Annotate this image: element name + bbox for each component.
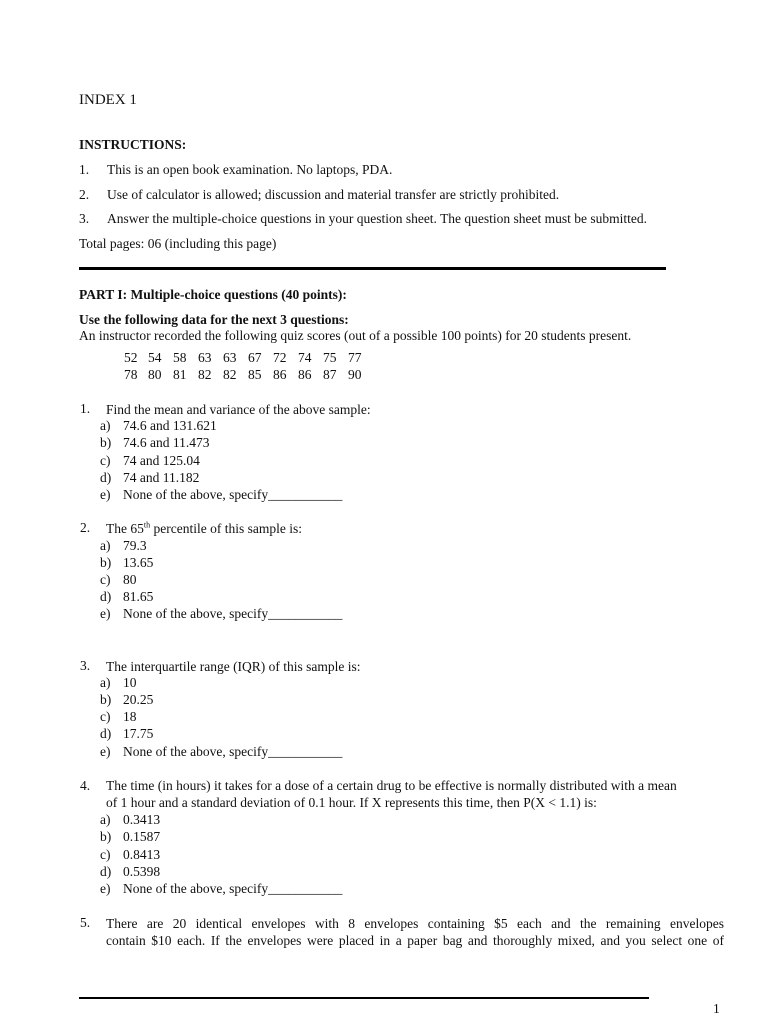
- score-value: 77: [348, 350, 362, 365]
- option-text: 0.1587: [123, 829, 161, 844]
- option-label: e): [100, 744, 111, 759]
- instruction-text: Answer the multiple-choice questions in your question sheet. The question sheet must be submitted.: [107, 211, 648, 226]
- option-label: d): [100, 864, 112, 879]
- data-intro: An instructor recorded the following quiz scores (out of a possible 100 points) for 20 students present.: [79, 328, 632, 343]
- option-text: 20.25: [123, 692, 154, 707]
- answer-option: [100, 555, 153, 571]
- answer-option: [100, 538, 147, 554]
- answer-option: [100, 812, 160, 828]
- footer-rule: [79, 997, 649, 999]
- answer-option: [100, 675, 137, 691]
- score-value: 87: [323, 367, 337, 382]
- option-text: 81.65: [123, 589, 154, 604]
- score-value: 63: [198, 350, 212, 365]
- instruction-number: 2.: [79, 187, 90, 202]
- question-number: 4.: [80, 778, 91, 793]
- question-text-line: There are 20 identical envelopes with 8 envelopes containing $5 each and the remaining envelopes: [106, 916, 724, 931]
- question-text-line: of 1 hour and a standard deviation of 0.1 hour. If X represents this time, then P(X < 1.1) is:: [106, 795, 597, 810]
- option-label: b): [100, 435, 112, 450]
- score-value: 63: [223, 350, 237, 365]
- option-text: None of the above, specify___________: [123, 487, 343, 502]
- option-label: a): [100, 812, 111, 827]
- score-value: 86: [298, 367, 312, 382]
- option-label: c): [100, 709, 111, 724]
- instructions-heading: INSTRUCTIONS:: [79, 137, 187, 152]
- score-value: 72: [273, 350, 287, 365]
- option-text: 74 and 125.04: [123, 453, 200, 468]
- ordinal-suffix: th: [143, 520, 151, 530]
- option-label: d): [100, 470, 112, 485]
- answer-option: [100, 709, 137, 725]
- option-text: 74.6 and 11.473: [123, 435, 210, 450]
- option-text: 0.5398: [123, 864, 161, 879]
- answer-option: [100, 744, 342, 760]
- answer-option: [100, 726, 153, 742]
- answer-option: [100, 470, 199, 486]
- question-text-line: contain $10 each. If the envelopes were placed in a paper bag and thoroughly mixed, and you select one of: [106, 933, 724, 948]
- data-heading: Use the following data for the next 3 questions:: [79, 312, 349, 327]
- option-label: c): [100, 847, 111, 862]
- score-value: 82: [223, 367, 237, 382]
- option-text: 80: [123, 572, 137, 587]
- answer-option: [100, 418, 217, 434]
- option-text: 10: [123, 675, 137, 690]
- divider-rule: [79, 267, 666, 270]
- option-label: e): [100, 881, 111, 896]
- answer-option: [100, 829, 160, 845]
- total-pages: Total pages: 06 (including this page): [79, 236, 277, 251]
- question-text: The interquartile range (IQR) of this sample is:: [106, 659, 361, 674]
- question-text-line: The time (in hours) it takes for a dose of a certain drug to be effective is normally distributed with a mean: [106, 778, 677, 793]
- option-text: 74 and 11.182: [123, 470, 200, 485]
- option-label: b): [100, 829, 112, 844]
- score-value: 54: [148, 350, 162, 365]
- score-value: 78: [124, 367, 138, 382]
- question-number: 2.: [80, 520, 91, 535]
- answer-option: [100, 572, 137, 588]
- answer-option: [100, 589, 153, 605]
- page-number: 1: [713, 1001, 720, 1016]
- answer-option: [100, 487, 342, 503]
- question-number: 1.: [80, 401, 91, 416]
- score-value: 80: [148, 367, 162, 382]
- option-label: b): [100, 555, 112, 570]
- option-text: 13.65: [123, 555, 154, 570]
- score-value: 90: [348, 367, 362, 382]
- option-text: 74.6 and 131.621: [123, 418, 217, 433]
- option-text: None of the above, specify___________: [123, 606, 343, 621]
- answer-option: [100, 435, 210, 451]
- option-text: 0.8413: [123, 847, 161, 862]
- option-label: e): [100, 487, 111, 502]
- answer-option: [100, 864, 160, 880]
- score-value: 75: [323, 350, 337, 365]
- score-value: 58: [173, 350, 187, 365]
- answer-option: [100, 453, 200, 469]
- score-value: 86: [273, 367, 287, 382]
- answer-option: [100, 847, 160, 863]
- option-label: b): [100, 692, 112, 707]
- answer-option: [100, 692, 153, 708]
- score-value: 81: [173, 367, 187, 382]
- option-text: 17.75: [123, 726, 154, 741]
- option-label: d): [100, 589, 112, 604]
- option-text: 79.3: [123, 538, 147, 553]
- instruction-number: 3.: [79, 211, 90, 226]
- question-text: The 65th percentile of this sample is:: [106, 520, 302, 536]
- option-label: a): [100, 418, 111, 433]
- option-text: 0.3413: [123, 812, 161, 827]
- answer-option: [100, 881, 342, 897]
- question-number: 5.: [80, 915, 91, 930]
- answer-option: [100, 606, 342, 622]
- index-title: INDEX 1: [79, 92, 137, 108]
- option-text: 18: [123, 709, 137, 724]
- instruction-text: Use of calculator is allowed; discussion and material transfer are strictly prohibited.: [107, 187, 560, 202]
- option-label: d): [100, 726, 112, 741]
- option-text: None of the above, specify___________: [123, 881, 343, 896]
- score-value: 52: [124, 350, 138, 365]
- instruction-number: 1.: [79, 162, 90, 177]
- option-label: a): [100, 538, 111, 553]
- score-value: 82: [198, 367, 212, 382]
- option-text: None of the above, specify___________: [123, 744, 343, 759]
- option-label: c): [100, 453, 111, 468]
- score-value: 67: [248, 350, 262, 365]
- score-value: 74: [298, 350, 312, 365]
- score-value: 85: [248, 367, 262, 382]
- question-number: 3.: [80, 658, 91, 673]
- option-label: a): [100, 675, 111, 690]
- part1-heading: PART I: Multiple-choice questions (40 points):: [79, 287, 347, 302]
- instruction-text: This is an open book examination. No laptops, PDA.: [107, 162, 393, 177]
- option-label: c): [100, 572, 111, 587]
- option-label: e): [100, 606, 111, 621]
- question-text: Find the mean and variance of the above sample:: [106, 402, 371, 417]
